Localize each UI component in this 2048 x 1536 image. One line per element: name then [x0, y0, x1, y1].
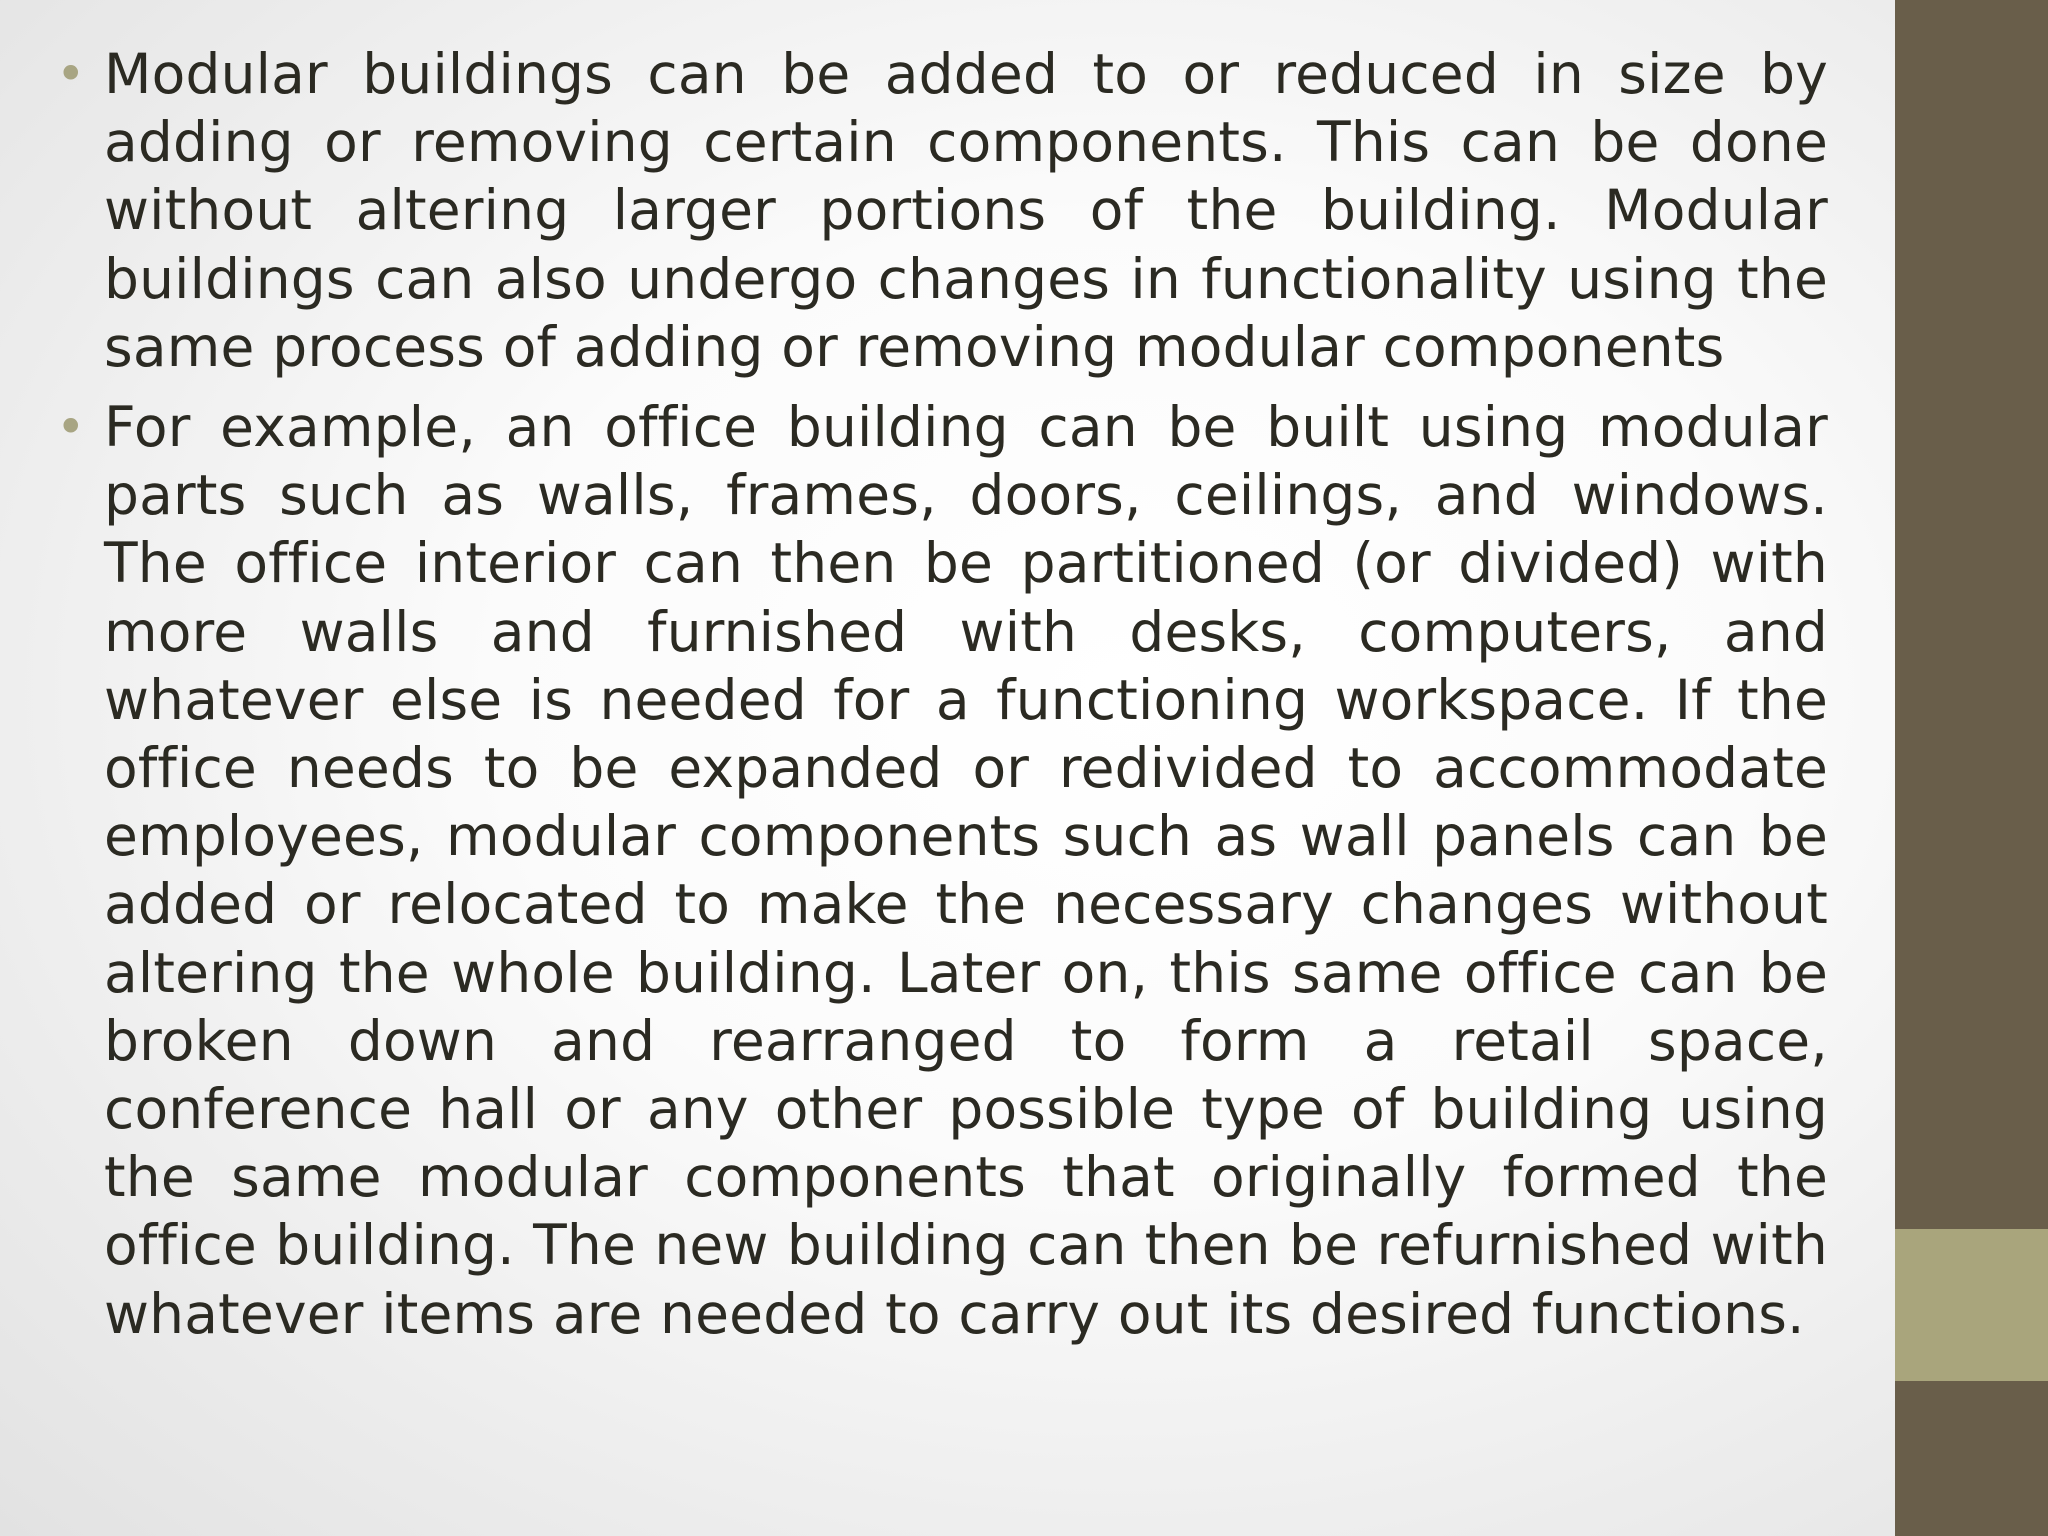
slide-content — [52, 40, 1828, 1360]
bullet-icon: • — [56, 45, 86, 103]
bullet-icon: • — [56, 398, 86, 457]
side-bar-accent — [1895, 1229, 2048, 1381]
bullet-item — [52, 40, 1828, 381]
bullet-item — [52, 393, 1828, 1348]
bullet-text: For example, an office building can be built using modular parts such as walls, frames, doors, ceilings, and windows. The office interior can then be partitioned (or divided) with more walls and furnished with desks, computers, and whatever else is needed for a functioning workspace. If the office needs to be expanded or redivided to accommodate employees, modular components such as wall panels can be added or relocated to make the necessary changes without altering the whole building. Later on, this same office can be broken down and rearranged to form a retail space, conference hall or any other possible type of building using the same modular components that originally formed the office building. The new building can then be refurnished with whatever items are needed to carry out its desired functions. — [104, 395, 1828, 1346]
bullet-list — [52, 40, 1828, 1348]
bullet-text: Modular buildings can be added to or reduced in size by adding or removing certain components. This can be done without altering larger portions of the building. Modular buildings can also undergo changes in functionality using the same process of adding or removing modular components — [104, 42, 1828, 379]
